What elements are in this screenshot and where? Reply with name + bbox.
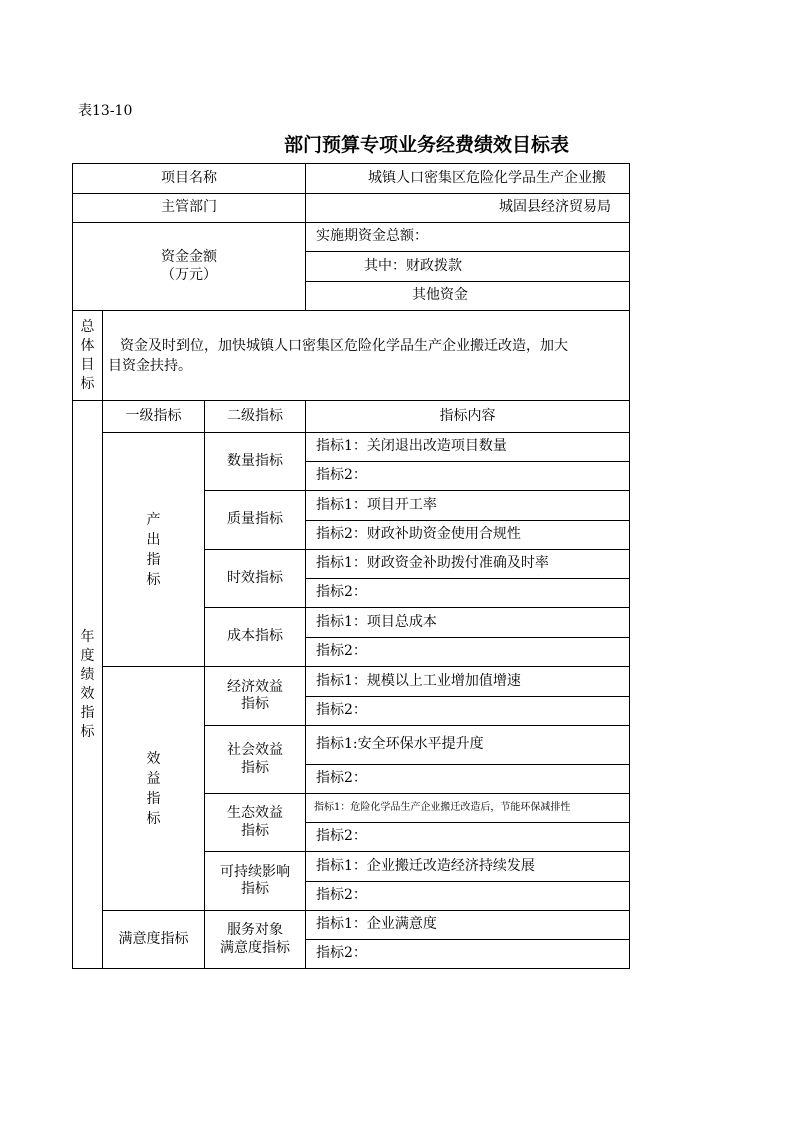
project-name-label: 项目名称 (161, 169, 217, 186)
fund-total: 实施期资金总额： (316, 228, 428, 245)
sustainable-label: 可持续影响 指标 (220, 863, 290, 897)
service-indicator-1: 指标1：企业满意度 (316, 916, 437, 933)
timeliness-label: 时效指标 (227, 569, 283, 586)
fund-label: 资金金额 （万元） (161, 249, 217, 283)
sustainable-indicator-1: 指标1：企业搬迁改造经济持续发展 (316, 857, 535, 874)
quality-indicator-1: 指标1：项目开工率 (316, 496, 437, 513)
service-indicator-2: 指标2： (316, 945, 367, 962)
economic-indicator-2: 指标2： (316, 702, 367, 719)
quality-indicator-2: 指标2：财政补助资金使用合规性 (316, 526, 521, 543)
cost-indicator-2: 指标2： (316, 643, 367, 660)
social-indicator-1: 指标1:安全环保水平提升度 (316, 736, 484, 753)
header-level2: 二级指标 (227, 407, 283, 424)
cost-label: 成本指标 (227, 628, 283, 645)
social-indicator-2: 指标2： (316, 770, 367, 787)
timeliness-indicator-1: 指标1：财政资金补助拨付准确及时率 (316, 555, 549, 572)
page-title: 部门预算专项业务经费绩效目标表 (284, 134, 570, 156)
annual-indicator-label: 年 度 绩 效 指 标 (80, 628, 95, 740)
quantity-label: 数量指标 (227, 452, 283, 469)
ecological-indicator-2: 指标2： (316, 828, 367, 845)
fund-fiscal: 其中：财政拨款 (364, 257, 462, 274)
benefit-indicator-label: 效 益 指 标 (146, 750, 161, 827)
economic-label: 经济效益 指标 (227, 678, 283, 712)
fund-other: 其他资金 (412, 287, 468, 304)
sustainable-indicator-2: 指标2： (316, 887, 367, 904)
quantity-indicator-2: 指标2： (316, 467, 367, 484)
satisfaction-indicator-label: 满意度指标 (118, 930, 189, 947)
social-label: 社会效益 指标 (227, 742, 283, 776)
timeliness-indicator-2: 指标2： (316, 584, 367, 601)
economic-indicator-1: 指标1：规模以上工业增加值增速 (316, 672, 521, 689)
quality-label: 质量指标 (227, 511, 283, 528)
overall-goal-label: 总 体 目 标 (80, 318, 95, 392)
dept-label: 主管部门 (161, 199, 217, 216)
table-code: 表13-10 (78, 103, 133, 119)
output-indicator-label: 产 出 指 标 (146, 511, 161, 588)
overall-goal-text: 资金及时到位，加快城镇人口密集区危险化学品生产企业搬迁改造，加大 目资金扶持。 (108, 338, 568, 374)
quantity-indicator-1: 指标1：关闭退出改造项目数量 (316, 438, 507, 455)
project-name-value: 城镇人口密集区危险化学品生产企业搬 (368, 169, 606, 186)
cost-indicator-1: 指标1：项目总成本 (316, 613, 437, 630)
ecological-label: 生态效益 指标 (227, 805, 283, 839)
ecological-indicator-1: 指标1：危险化学品生产企业搬迁改造后，节能环保减排性 (314, 801, 571, 813)
header-content: 指标内容 (439, 407, 496, 424)
dept-value: 城固县经济贸易局 (499, 199, 611, 216)
header-level1: 一级指标 (125, 407, 182, 424)
service-label: 服务对象 满意度指标 (220, 922, 290, 956)
